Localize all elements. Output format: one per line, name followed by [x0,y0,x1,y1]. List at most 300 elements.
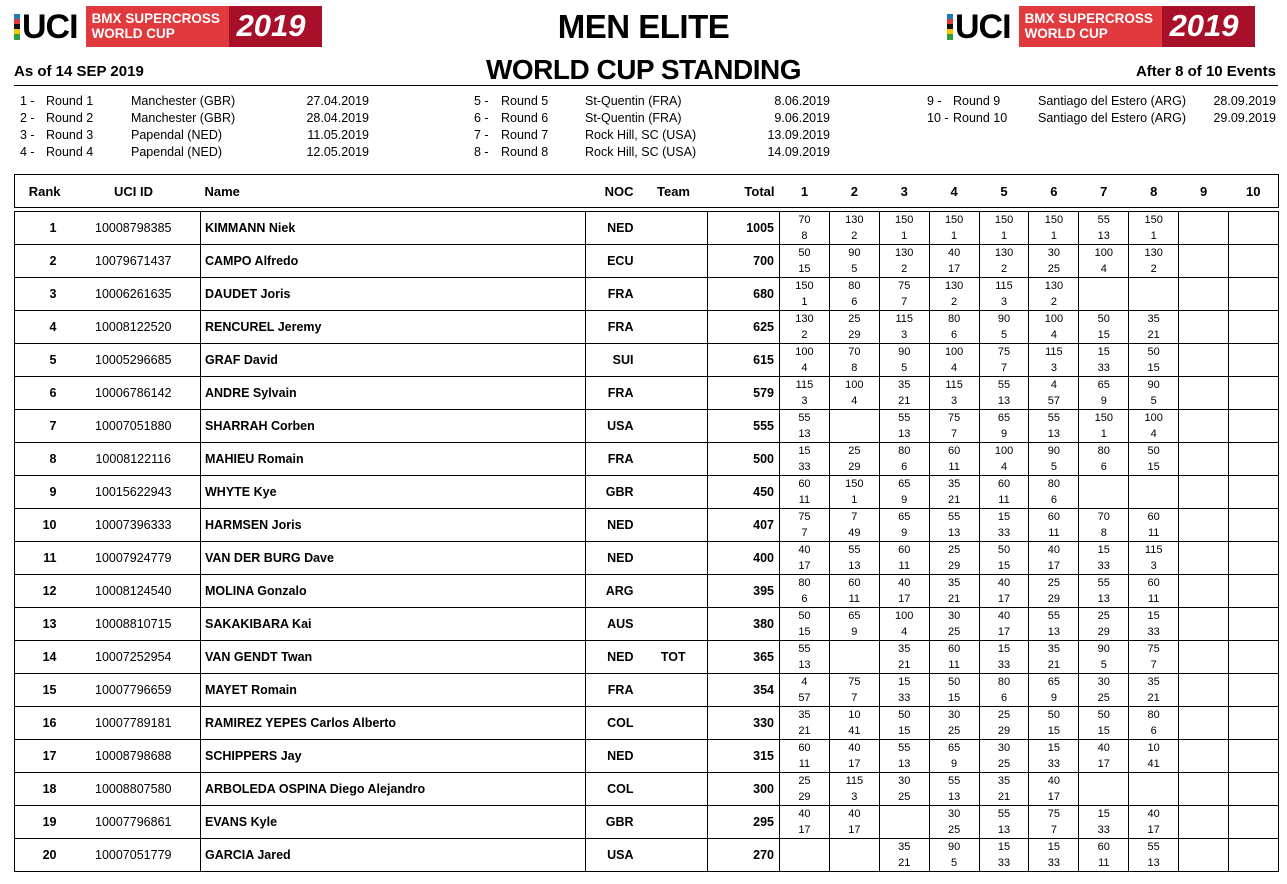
event-result-cell [879,674,929,707]
event-place: 33 [1097,824,1110,836]
event-result-cell [979,311,1029,344]
team-cell [640,773,708,806]
event-place: 3 [901,329,908,341]
event-points [1229,245,1278,261]
round-label: Round 9 [953,94,1001,108]
event-result-cell [879,740,929,773]
uci-id-cell: 10007924779 [67,542,201,575]
event-place: 7 [1000,362,1008,374]
event-place: 4 [1100,263,1107,275]
event-result-cell [1129,344,1179,377]
round-venue: Papendal (NED) [131,128,223,142]
event-result-cell [1079,509,1129,542]
event-place: 7 [1050,824,1057,836]
event-points: 50 [1097,313,1110,325]
round-entry [927,111,1277,128]
event-result-cell [1129,641,1179,674]
event-points: 40 [1097,742,1110,754]
event-points: 35 [1047,643,1061,655]
total-points-cell: 555 [708,410,780,443]
rider-name-cell: MAYET Romain [201,674,586,707]
event-result-cell [1179,344,1229,377]
event-points: 75 [898,280,911,292]
event-result-cell [780,740,830,773]
event-result-cell [929,806,979,839]
event-place [1229,393,1278,409]
event-points [1229,443,1278,459]
event-place [1179,261,1228,277]
round-date: 27.04.2019 [306,94,369,108]
team-cell [640,410,708,443]
uci-wordmark: UCI [955,7,1011,46]
event-points: 30 [997,742,1011,754]
header-rank: Rank [15,175,67,208]
uci-id-cell: 10008122520 [67,311,201,344]
uci-id-cell: 10008124540 [67,575,201,608]
event-points [1229,212,1278,228]
event-points: 40 [947,247,961,259]
event-points: 70 [798,214,811,226]
event-points: 60 [848,577,861,589]
event-place: 17 [1047,560,1061,572]
event-result-cell [879,212,929,245]
table-row [15,773,1279,806]
event-points: 35 [1147,676,1160,688]
event-points [1179,509,1228,525]
event-place: 2 [851,230,858,242]
uci-id-cell: 10008798385 [67,212,201,245]
event-points: 130 [1144,247,1163,259]
header-team: Team [640,175,708,208]
event-result-cell [979,773,1029,806]
event-points: 80 [1047,478,1061,490]
event-result-cell [1029,443,1079,476]
event-points: 55 [898,412,911,424]
event-points: 15 [997,511,1011,523]
event-place: 3 [951,395,958,407]
round-entry [20,94,370,111]
event-result-cell [1229,443,1279,476]
event-result-cell [1229,509,1279,542]
event-points [1179,311,1228,327]
event-place [1079,789,1128,805]
event-place [1229,855,1278,871]
event-result-cell [979,641,1029,674]
event-result-cell [929,377,979,410]
event-place: 25 [947,626,961,638]
event-points: 4 [1050,379,1057,391]
event-place [1179,822,1228,838]
event-result-cell [829,575,879,608]
event-points [1079,773,1128,789]
banner-year: 2019 [229,6,322,47]
event-points: 25 [848,313,861,325]
event-points: 60 [1097,841,1110,853]
noc-cell: NED [586,740,640,773]
event-points: 15 [898,676,911,688]
event-place: 6 [901,461,908,473]
event-place: 21 [997,791,1011,803]
team-cell [640,509,708,542]
event-result-cell [1129,674,1179,707]
event-place [830,657,879,673]
event-result-cell [829,377,879,410]
event-result-cell [979,608,1029,641]
event-result-cell [1129,740,1179,773]
event-result-cell [879,707,929,740]
event-result-cell [1129,608,1179,641]
round-venue: Papendal (NED) [131,145,223,159]
header-event-6: 6 [1029,175,1079,208]
event-place: 7 [1150,659,1157,671]
event-result-cell [1079,740,1129,773]
total-points-cell: 407 [708,509,780,542]
event-place: 17 [848,758,861,770]
event-result-cell [1079,641,1129,674]
event-result-cell [1029,740,1079,773]
event-place: 9 [901,527,908,539]
banner-line-2: WORLD CUP [91,26,175,41]
event-result-cell [1129,311,1179,344]
round-entry [20,128,370,145]
event-place: 2 [901,263,908,275]
event-result-cell [780,410,830,443]
event-points [1229,839,1278,855]
noc-cell: ARG [586,575,640,608]
event-points: 55 [997,379,1011,391]
rider-name-cell: WHYTE Kye [201,476,586,509]
event-result-cell [1179,245,1229,278]
event-result-cell [879,806,929,839]
header-event-2: 2 [829,175,879,208]
total-points-cell: 395 [708,575,780,608]
event-result-cell [879,443,929,476]
round-venue: St-Quentin (FRA) [585,94,682,108]
as-of-date: As of 14 SEP 2019 [14,63,144,80]
event-place: 11 [798,494,811,506]
event-place: 3 [851,791,858,803]
event-place: 6 [1000,692,1008,704]
event-place: 13 [1047,626,1061,638]
team-cell [640,806,708,839]
event-points: 100 [1044,313,1064,325]
noc-cell: USA [586,839,640,872]
event-place: 33 [1047,857,1061,869]
event-points: 100 [795,346,814,358]
event-points: 55 [898,742,911,754]
event-points [1229,773,1278,789]
event-points: 35 [898,643,911,655]
event-result-cell [1029,773,1079,806]
event-place: 17 [997,626,1011,638]
event-result-cell [879,542,929,575]
event-points: 25 [947,544,961,556]
round-venue: Santiago del Estero (ARG) [1038,94,1186,108]
event-place: 11 [1098,857,1110,869]
event-points: 35 [898,841,911,853]
event-points [1129,476,1178,492]
event-place: 9 [851,626,858,638]
event-place [830,426,879,442]
event-points [830,641,879,657]
event-result-cell [879,344,929,377]
noc-cell: NED [586,212,640,245]
round-entry [474,94,830,111]
event-result-cell [929,443,979,476]
uci-id-cell: 10007796861 [67,806,201,839]
event-points: 30 [1047,247,1061,259]
event-place [1229,459,1278,475]
rank-cell: 1 [15,212,67,245]
event-place: 11 [948,659,960,671]
noc-cell: ECU [586,245,640,278]
event-result-cell [979,806,1029,839]
event-place: 11 [998,494,1010,506]
event-place: 33 [1147,626,1160,638]
header-event-9: 9 [1179,175,1229,208]
rider-name-cell: MAHIEU Romain [201,443,586,476]
event-result-cell [1029,608,1079,641]
event-points: 80 [1147,709,1160,721]
event-place: 11 [1147,593,1160,605]
round-label: Round 4 [46,145,94,159]
uci-id-cell: 10007252954 [67,641,201,674]
event-points: 50 [947,676,961,688]
event-result-cell [1079,410,1129,443]
event-result-cell [979,476,1029,509]
round-label: Round 8 [501,145,549,159]
event-place [1179,525,1228,541]
event-result-cell [979,509,1029,542]
noc-cell: COL [586,707,640,740]
event-result-cell [929,542,979,575]
total-points-cell: 270 [708,839,780,872]
table-row [15,245,1279,278]
event-place [1179,360,1228,376]
event-result-cell [1129,212,1179,245]
event-points: 150 [1094,412,1113,424]
event-points: 40 [848,808,861,820]
rank-cell: 16 [15,707,67,740]
event-result-cell [829,542,879,575]
event-place: 33 [1097,362,1110,374]
event-result-cell [1129,707,1179,740]
event-points: 55 [1047,412,1061,424]
event-result-cell [1029,245,1079,278]
event-result-cell [780,608,830,641]
event-result-cell [780,344,830,377]
event-place [830,855,879,871]
uci-id-cell: 10015622943 [67,476,201,509]
event-points: 90 [947,841,961,853]
event-place: 57 [798,692,811,704]
event-place: 57 [1047,395,1061,407]
event-points [1179,410,1228,426]
event-result-cell [1179,575,1229,608]
event-result-cell [1129,773,1179,806]
event-result-cell [929,740,979,773]
event-result-cell [1079,344,1129,377]
event-points: 50 [1147,346,1160,358]
event-result-cell [929,575,979,608]
event-place: 6 [1150,725,1157,737]
event-points: 50 [798,610,811,622]
event-place: 21 [898,857,911,869]
event-place [1229,756,1278,772]
event-place [1229,723,1278,739]
event-place: 25 [947,824,961,836]
event-result-cell [979,212,1029,245]
event-points: 115 [845,775,864,787]
event-place: 17 [997,593,1011,605]
event-place [1179,789,1228,805]
event-result-cell [929,773,979,806]
event-result-cell [879,245,929,278]
event-points: 55 [1047,610,1061,622]
round-number: 7 - [474,128,489,142]
banner-line-1: BMX SUPERCROSS [1024,11,1153,26]
event-points [1179,212,1228,228]
event-points: 55 [997,808,1011,820]
event-result-cell [1029,476,1079,509]
team-cell [640,344,708,377]
event-result-cell [1229,806,1279,839]
event-points: 60 [898,544,911,556]
event-place [1179,492,1228,508]
event-place: 13 [1147,857,1160,869]
round-entry [474,111,830,128]
event-place: 11 [1147,527,1160,539]
header-event-3: 3 [879,175,929,208]
event-result-cell [1129,575,1179,608]
event-points [1179,674,1228,690]
event-result-cell [929,245,979,278]
event-result-cell [1029,806,1079,839]
table-row [15,278,1279,311]
event-result-cell [979,344,1029,377]
event-points: 50 [898,709,911,721]
team-cell [640,542,708,575]
event-place: 11 [848,593,861,605]
event-place [1179,393,1228,409]
event-place: 13 [947,527,961,539]
event-place: 29 [1097,626,1110,638]
event-points: 7 [851,511,858,523]
event-points: 150 [1144,214,1163,226]
event-place [1229,558,1278,574]
noc-cell: FRA [586,311,640,344]
event-result-cell [1179,311,1229,344]
event-points [1229,608,1278,624]
event-points: 130 [795,313,814,325]
event-place [1229,261,1278,277]
event-result-cell [780,377,830,410]
event-place: 29 [997,725,1011,737]
event-result-cell [829,212,879,245]
noc-cell: FRA [586,443,640,476]
event-points: 55 [947,511,961,523]
event-points: 150 [994,214,1014,226]
total-points-cell: 400 [708,542,780,575]
event-points: 90 [1047,445,1061,457]
event-place: 15 [947,692,961,704]
event-place: 2 [951,296,958,308]
event-result-cell [1179,674,1229,707]
event-points: 115 [895,313,913,325]
event-points: 80 [798,577,811,589]
rank-cell: 11 [15,542,67,575]
event-result-cell [1079,707,1129,740]
event-place: 1 [1150,230,1157,242]
event-result-cell [829,443,879,476]
event-place: 1 [901,230,908,242]
round-date: 28.04.2019 [306,111,369,125]
event-place: 3 [1150,560,1157,572]
event-place: 17 [798,560,811,572]
event-result-cell [829,773,879,806]
event-points: 65 [947,742,961,754]
banner-line-2: WORLD CUP [1024,26,1108,41]
event-points: 50 [1047,709,1061,721]
event-points: 25 [798,775,811,787]
event-result-cell [1079,212,1129,245]
uci-id-cell: 10008810715 [67,608,201,641]
event-result-cell [1179,608,1229,641]
event-points: 75 [798,511,811,523]
event-result-cell [929,311,979,344]
event-points: 15 [798,445,811,457]
event-place: 4 [851,395,858,407]
event-result-cell [1079,476,1129,509]
event-result-cell [829,674,879,707]
event-place: 1 [801,296,808,308]
event-place [1229,822,1278,838]
event-points: 65 [997,412,1011,424]
event-points: 75 [947,412,961,424]
event-result-cell [1079,674,1129,707]
round-venue: Rock Hill, SC (USA) [585,145,697,159]
event-place: 1 [951,230,958,242]
table-row [15,806,1279,839]
team-cell [640,311,708,344]
event-points: 60 [1147,511,1160,523]
event-points [1179,707,1228,723]
rank-cell: 5 [15,344,67,377]
round-entry [474,128,830,145]
event-result-cell [1029,707,1079,740]
event-result-cell [1079,443,1129,476]
event-points: 10 [1147,742,1160,754]
event-result-cell [929,608,979,641]
event-points: 25 [848,445,861,457]
event-place: 41 [848,725,861,737]
event-result-cell [829,608,879,641]
total-points-cell: 579 [708,377,780,410]
event-points: 15 [1097,346,1110,358]
event-result-cell [1229,707,1279,740]
total-points-cell: 615 [708,344,780,377]
rank-cell: 14 [15,641,67,674]
event-points: 75 [997,346,1011,358]
table-row [15,410,1279,443]
event-result-cell [1029,377,1079,410]
event-points [1179,245,1228,261]
event-place: 8 [851,362,858,374]
round-venue: Rock Hill, SC (USA) [585,128,697,142]
rider-name-cell: SCHIPPERS Jay [201,740,586,773]
round-entry [474,145,830,162]
header-event-7: 7 [1079,175,1129,208]
